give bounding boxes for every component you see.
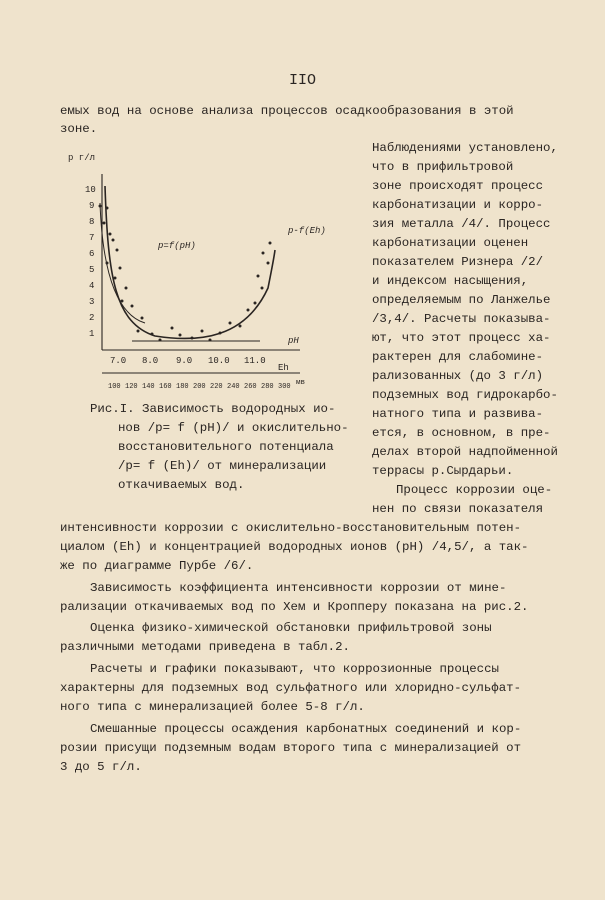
ph-tick: 8.0 (142, 356, 159, 366)
text-line: карбонатизации и корро- (372, 198, 544, 212)
data-point (116, 249, 119, 252)
text-line: делах второй надпойменной (372, 445, 558, 459)
text-line: и индексом насыщения, (372, 274, 529, 288)
text-line: Наблюдениями установлено, (372, 141, 558, 155)
data-point (171, 327, 174, 330)
curve-label-eh: p-f(Eh) (288, 226, 326, 236)
ph-tick: 9.0 (176, 356, 193, 366)
text-line: террасы р.Сырдарьи. (372, 464, 514, 478)
text-line: Оценка физико-химической обстановки прифильтровой зоны (90, 621, 492, 635)
text-line: зия металла /4/. Процесс (372, 217, 551, 231)
eh-tick: 240 (227, 383, 240, 391)
data-point (137, 330, 140, 333)
y-tick: 10 (85, 185, 96, 195)
data-point (106, 262, 109, 265)
text-line: /3,4/. Расчеты показыва- (372, 312, 551, 326)
y-tick: 7 (89, 233, 95, 243)
text-line: подземных вод гидрокарбо- (372, 388, 558, 402)
text-line: Зависимость коэффициента интенсивности коррозии от мине- (90, 581, 507, 595)
text-line: розии присущи подземным водам второго типа с минерализацией от (60, 741, 522, 755)
data-point (103, 222, 106, 225)
eh-tick: 300 (278, 383, 291, 391)
text-line: зоне происходят процесс (372, 179, 544, 193)
eh-tick: 260 (244, 383, 257, 391)
text-line: Расчеты и графики показывают, что коррозионные процессы (90, 662, 499, 676)
text-line: определяемым по Ланжелье (372, 293, 551, 307)
text-line: нен по связи показателя (372, 502, 544, 516)
data-point (254, 302, 257, 305)
data-point (247, 309, 250, 312)
text-line: натного типа и развива- (372, 407, 544, 421)
data-point (114, 277, 117, 280)
y-tick: 6 (89, 249, 95, 259)
eh-tick: 280 (261, 383, 274, 391)
scatter-points (99, 205, 272, 342)
text-line: рализации откачиваемых вод по Хем и Кропперу показана на рис.2. (60, 600, 529, 614)
text-line: циалом (Eh) и концентрацией водородных ионов (pH) /4,5/, а так- (60, 540, 529, 554)
data-point (119, 267, 122, 270)
intro-line: зоне. (60, 122, 98, 136)
data-point (141, 317, 144, 320)
data-point (191, 337, 194, 340)
text-line: характерны для подземных вод сульфатного или хлоридно-сульфат- (60, 681, 522, 695)
data-point (269, 242, 272, 245)
eh-tick: 200 (193, 383, 206, 391)
data-point (219, 332, 222, 335)
caption-line: откачиваемых вод. (118, 478, 245, 492)
data-point (201, 330, 204, 333)
ph-tick: 10.0 (208, 356, 230, 366)
intro-line: емых вод на основе анализа процессов осадкообразования в этой (60, 104, 514, 118)
text-line: рализованных (до 3 г/л) (372, 369, 544, 383)
text-line: 3 до 5 г/л. (60, 760, 142, 774)
data-point (257, 275, 260, 278)
ph-tick: 11.0 (244, 356, 266, 366)
data-point (121, 300, 124, 303)
y-tick: 8 (89, 217, 95, 227)
text-line: показателем Ризнера /2/ (372, 255, 544, 269)
text-line: ного типа с минерализацией более 5-8 г/л. (60, 700, 365, 714)
text-line: ется, в основном, в пре- (372, 426, 551, 440)
y-tick: 5 (89, 265, 95, 275)
data-point (112, 239, 115, 242)
data-point (267, 262, 270, 265)
eh-tick: 220 (210, 383, 223, 391)
data-point (159, 339, 162, 342)
data-point (99, 205, 102, 208)
y-axis-label: p г/л (68, 153, 96, 163)
text-line: различными методами приведена в табл.2. (60, 640, 350, 654)
ph-axis-label: pH (288, 336, 299, 346)
caption-line: восстановительного потенциала (118, 440, 334, 454)
y-tick: 3 (89, 297, 95, 307)
y-tick: 9 (89, 201, 95, 211)
eh-tick: 160 (159, 383, 172, 391)
eh-tick: 180 (176, 383, 189, 391)
eh-unit: мв (296, 379, 306, 387)
curve-label-ph: p=f(pH) (158, 241, 196, 251)
data-point (229, 322, 232, 325)
text-line: карбонатизации оценен (372, 236, 529, 250)
data-point (262, 252, 265, 255)
y-tick: 4 (89, 281, 95, 291)
text-line: ют, что этот процесс ха- (372, 331, 551, 345)
data-point (151, 333, 154, 336)
ph-tick: 7.0 (110, 356, 127, 366)
data-point (239, 325, 242, 328)
data-point (131, 305, 134, 308)
text-line: Смешанные процессы осаждения карбонатных соединений и кор- (90, 722, 522, 736)
caption-line: нов /p= f (pH)/ и окислительно- (118, 421, 349, 435)
text-line: же по диаграмме Пурбе /6/. (60, 559, 254, 573)
data-point (261, 287, 264, 290)
y-tick: 1 (89, 329, 95, 339)
text-line: интенсивности коррозии с окислительно-восстановительным потен- (60, 521, 522, 535)
y-tick: 2 (89, 313, 95, 323)
text-line: рактерен для слабомине- (372, 350, 544, 364)
data-point (125, 287, 128, 290)
eh-tick: 140 (142, 383, 155, 391)
data-point (209, 339, 212, 342)
page-number: IIO (288, 72, 316, 89)
data-point (109, 233, 112, 236)
curve-line (105, 186, 275, 339)
eh-tick: 120 (125, 383, 138, 391)
data-point (179, 334, 182, 337)
text-line: что в прифильтровой (372, 160, 514, 174)
text-line: Процесс коррозии оце- (396, 483, 553, 497)
caption-line: /p= f (Eh)/ от минерализации (118, 459, 327, 473)
eh-axis-label: Eh (278, 363, 289, 373)
eh-tick: 100 (108, 383, 121, 391)
data-point (106, 207, 109, 210)
caption-line: Рис.I. Зависимость водородных ио- (90, 402, 336, 416)
figure-1-plot (60, 138, 350, 398)
